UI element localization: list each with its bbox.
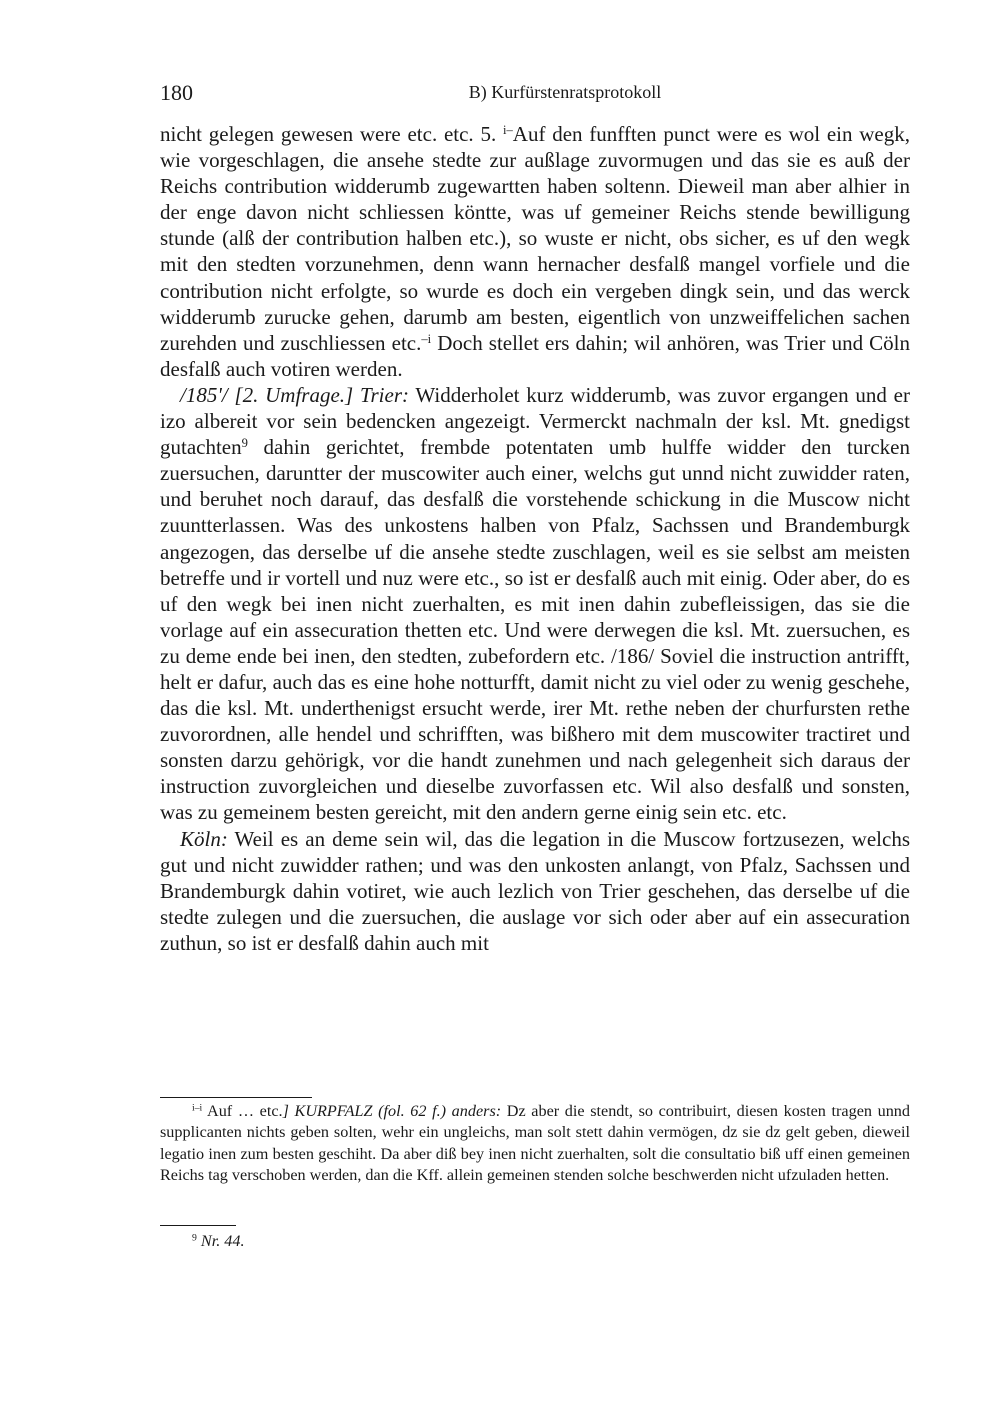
paragraph-2	[160, 382, 910, 826]
text: Auf den funfften punct were es wol ein wegk, wie vorgeschlagen, die ansehe stedte zur außlage zuvormugen und das sie es auß der Reichs contribution widderumb zugewartten haben soltenn. Dieweil man aber alhier in der enge davon nicht schliessen köntte, was uf gemeiner Reichs stende bewilligung stunde (alß der contribution halben etc.), so wuste er nicht, obs sicher, es uf den wegk mit den stedten vorzunehmen, denn wann hernacher desfalß mangel vorfiele und die contribution nicht erfolgte, so wurde es doch ein vergeben dingk sein, und das werck widderumb zurucke gehen, darumb am besten, eigentlich von unzweiffelichen sachen zurehden und zuschliessen etc.	[160, 122, 911, 355]
page-number: 180	[160, 80, 193, 105]
variant-marker-close: –i	[421, 331, 432, 346]
text: Widderholet kurz widderumb, was zuvor ergangen und er izo albereit vor sein bedencken angezeigt. Vermerckt nachmaln der ksl. Mt. gnedigst gutachten	[160, 382, 910, 460]
paragraph-3	[160, 826, 910, 956]
footnote-reference[interactable]: 9	[241, 436, 248, 451]
page-header	[160, 80, 910, 106]
text: nicht gelegen gewesen were etc. etc. 5.	[160, 122, 503, 146]
variant-marker-open: i–	[502, 123, 513, 138]
main-text	[160, 121, 910, 956]
speaker-koeln: Köln:	[180, 826, 228, 851]
footnote-text: Dz aber die stendt, so contribuirt, diesen kosten tragen unnd supplicanten nichts geben solten, wehr ein ungleichs, man solt stett dahin vermögen, dz sie dz gelt geben, dieweil legatio inen zum besten geschiht. Da aber diß bey inen nicht zuerhalten, solt die consultatio biß uff einen gemeinen Reichs tag verschoben werden, dan die Kff. allein gemeinen stenden solche beschwerden nicht ufzuladen hetten.	[160, 1102, 910, 1185]
footnote-9	[160, 1231, 910, 1252]
running-head: B) Kurfürstenratsprotokoll	[468, 82, 662, 102]
text: dahin gerichtet, frembde potentaten umb hulffe widder den turcken zuersuchen, daruntter der muscowiter auch einer, welchs gut unnd nicht zuwidder raten, und beruhet noch darauf, das desfalß die vorstehende schickung in die Muscow nicht zuuntterlassen. Was des unkostens halben von Pfalz, Sachssen und Brandemburgk angezogen, das derselbe uf die ansehe stedte zuschlagen, weil es sie selbst am meisten betreffe und ir vortell und nuz were etc., so ist er desfalß auch mit einig. Oder aber, do es uf den wegk bei inen nicht zuerhalten, es mit inen dahin zubefleissigen, das sie die vorlage auf ein assecuration thetten etc. Und were derwegen die ksl. Mt. zuersuchen, es zu deme ende bei inen, den stedten, zubefordern etc. /186/ Soviel die instruction antrifft, helt er dafur, auch das es eine hohe notturfft, damit nicht zu viel oder zu wenig geschehe, das die ksl. Mt. underthenigst ersucht werde, irer Mt. rethe neben der churfursten rethe zuvorordnen, alle hendel und schrifften, was bißhero mit dem muscowiter tractiret und sonsten darzu gehörigk, vor die handt zunehmen und nach gelegenheit sich daraus der instruction zuvorgleichen und dieselbe zuvorfassen etc. Wil also desfalß und sonsten, was zu gemeinem besten gereicht, mit den andern gerne einig sein etc. etc.	[160, 435, 910, 825]
footnote-marker: 9	[192, 1232, 197, 1244]
text: Weil es an deme sein wil, das die legation in die Muscow fortzusezen, welchs gut und nicht zuwidder rathen; und was den unkosten anlangt, von Pfalz, Sachssen und Brandemburgk dahin votiret, wie auch lezlich von Trier geschehen, das derselbe uf die stedte zulegen und die zuersuchen, die auslage vor sich oder aber auf ein assecuration zuthun, so ist er desfalß dahin auch mit	[160, 826, 910, 955]
footnote-i	[160, 1101, 910, 1187]
text: Doch stellet ers dahin; wil anhören, was Trier und Cöln desfalß auch votiren werden.	[160, 330, 911, 381]
footnote-lemma: Auf … etc.	[207, 1102, 283, 1120]
footnote-text: Nr. 44.	[200, 1232, 245, 1250]
footnote-source: ] KURPFALZ (fol. 62 f.) anders:	[282, 1102, 502, 1120]
footnote-marker: i–i	[192, 1102, 203, 1114]
footnote-rule	[160, 1225, 236, 1226]
paragraph-1	[160, 121, 910, 382]
footnote-rule	[160, 1097, 312, 1098]
speaker-trier: /185'/ [2. Umfrage.] Trier:	[180, 382, 409, 407]
